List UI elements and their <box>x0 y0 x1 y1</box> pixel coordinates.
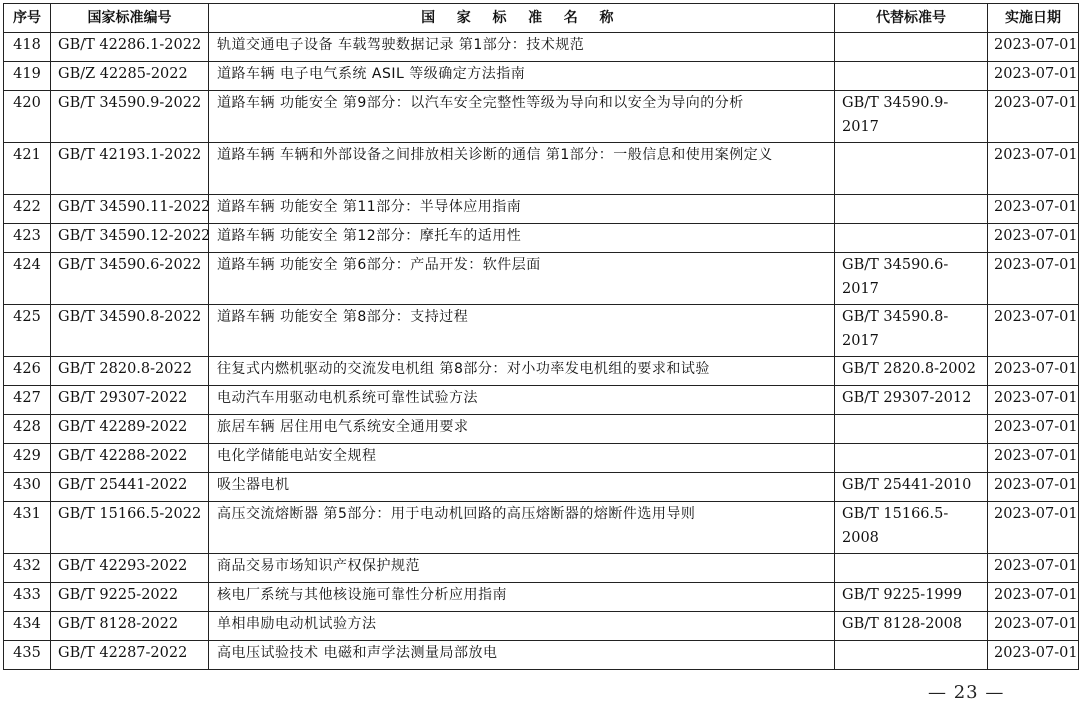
table-header <box>4 4 1079 33</box>
cell-date: 2023-07-01 <box>988 305 1079 357</box>
cell-replaced: GB/T 8128-2008 <box>835 612 988 641</box>
cell-seq: 427 <box>4 386 51 415</box>
cell-date: 2023-07-01 <box>988 386 1079 415</box>
cell-replaced: GB/T 34590.9-2017 <box>835 91 988 143</box>
cell-date: 2023-07-01 <box>988 62 1079 91</box>
cell-replaced: GB/T 29307-2012 <box>835 386 988 415</box>
cell-name: 核电厂系统与其他核设施可靠性分析应用指南 <box>209 583 835 612</box>
cell-code: GB/T 42193.1-2022 <box>51 143 209 195</box>
cell-seq: 428 <box>4 415 51 444</box>
table-row <box>4 224 1079 253</box>
table-row <box>4 444 1079 473</box>
cell-date: 2023-07-01 <box>988 224 1079 253</box>
cell-seq: 432 <box>4 554 51 583</box>
page-number: — 23 — <box>928 682 1005 703</box>
cell-code: GB/T 29307-2022 <box>51 386 209 415</box>
cell-date: 2023-07-01 <box>988 583 1079 612</box>
cell-name: 商品交易市场知识产权保护规范 <box>209 554 835 583</box>
table-row <box>4 305 1079 357</box>
cell-date: 2023-07-01 <box>988 612 1079 641</box>
cell-name: 道路车辆 功能安全 第9部分：以汽车安全完整性等级为导向和以安全为导向的分析 <box>209 91 835 143</box>
cell-code: GB/T 34590.6-2022 <box>51 253 209 305</box>
cell-seq: 434 <box>4 612 51 641</box>
cell-seq: 421 <box>4 143 51 195</box>
cell-date: 2023-07-01 <box>988 33 1079 62</box>
cell-name: 电动汽车用驱动电机系统可靠性试验方法 <box>209 386 835 415</box>
cell-replaced <box>835 554 988 583</box>
cell-date: 2023-07-01 <box>988 357 1079 386</box>
cell-code: GB/T 2820.8-2022 <box>51 357 209 386</box>
cell-seq: 431 <box>4 502 51 554</box>
cell-name: 单相串励电动机试验方法 <box>209 612 835 641</box>
cell-replaced <box>835 415 988 444</box>
table-row <box>4 62 1079 91</box>
table-row <box>4 91 1079 143</box>
cell-replaced: GB/T 15166.5-2008 <box>835 502 988 554</box>
cell-code: GB/T 42288-2022 <box>51 444 209 473</box>
cell-replaced <box>835 224 988 253</box>
cell-code: GB/T 34590.12-2022 <box>51 224 209 253</box>
cell-code: GB/T 9225-2022 <box>51 583 209 612</box>
cell-replaced <box>835 143 988 195</box>
cell-name: 道路车辆 功能安全 第6部分：产品开发：软件层面 <box>209 253 835 305</box>
cell-code: GB/T 42286.1-2022 <box>51 33 209 62</box>
cell-seq: 425 <box>4 305 51 357</box>
cell-date: 2023-07-01 <box>988 502 1079 554</box>
cell-seq: 435 <box>4 641 51 670</box>
cell-replaced: GB/T 2820.8-2002 <box>835 357 988 386</box>
cell-replaced <box>835 33 988 62</box>
table-row <box>4 502 1079 554</box>
cell-code: GB/T 25441-2022 <box>51 473 209 502</box>
cell-replaced: GB/T 25441-2010 <box>835 473 988 502</box>
cell-seq: 430 <box>4 473 51 502</box>
cell-date: 2023-07-01 <box>988 143 1079 195</box>
cell-name: 往复式内燃机驱动的交流发电机组 第8部分：对小功率发电机组的要求和试验 <box>209 357 835 386</box>
cell-date: 2023-07-01 <box>988 91 1079 143</box>
cell-seq: 426 <box>4 357 51 386</box>
cell-code: GB/T 8128-2022 <box>51 612 209 641</box>
cell-date: 2023-07-01 <box>988 444 1079 473</box>
cell-date: 2023-07-01 <box>988 554 1079 583</box>
cell-code: GB/T 34590.11-2022 <box>51 195 209 224</box>
header-row <box>4 4 1079 33</box>
cell-code: GB/T 42287-2022 <box>51 641 209 670</box>
cell-replaced <box>835 641 988 670</box>
cell-name: 旅居车辆 居住用电气系统安全通用要求 <box>209 415 835 444</box>
table-row <box>4 612 1079 641</box>
cell-replaced <box>835 444 988 473</box>
table-row <box>4 641 1079 670</box>
cell-name: 吸尘器电机 <box>209 473 835 502</box>
table-row <box>4 583 1079 612</box>
cell-seq: 424 <box>4 253 51 305</box>
header-name: 国 家 标 准 名 称 <box>209 4 835 33</box>
cell-code: GB/Z 42285-2022 <box>51 62 209 91</box>
table-body <box>4 33 1079 670</box>
cell-seq: 423 <box>4 224 51 253</box>
table-row <box>4 386 1079 415</box>
standards-table <box>3 3 1079 670</box>
cell-name: 道路车辆 功能安全 第12部分：摩托车的适用性 <box>209 224 835 253</box>
cell-seq: 419 <box>4 62 51 91</box>
cell-replaced <box>835 62 988 91</box>
cell-code: GB/T 15166.5-2022 <box>51 502 209 554</box>
cell-name: 轨道交通电子设备 车载驾驶数据记录 第1部分：技术规范 <box>209 33 835 62</box>
cell-date: 2023-07-01 <box>988 253 1079 305</box>
cell-date: 2023-07-01 <box>988 641 1079 670</box>
header-code: 国家标准编号 <box>51 4 209 33</box>
cell-code: GB/T 34590.8-2022 <box>51 305 209 357</box>
cell-seq: 429 <box>4 444 51 473</box>
cell-replaced <box>835 195 988 224</box>
cell-replaced: GB/T 9225-1999 <box>835 583 988 612</box>
cell-seq: 433 <box>4 583 51 612</box>
table-row <box>4 554 1079 583</box>
cell-name: 电化学储能电站安全规程 <box>209 444 835 473</box>
cell-replaced: GB/T 34590.6-2017 <box>835 253 988 305</box>
table-row <box>4 253 1079 305</box>
cell-name: 道路车辆 功能安全 第11部分：半导体应用指南 <box>209 195 835 224</box>
cell-name: 道路车辆 电子电气系统 ASIL 等级确定方法指南 <box>209 62 835 91</box>
cell-code: GB/T 34590.9-2022 <box>51 91 209 143</box>
table-row <box>4 195 1079 224</box>
cell-name: 高压交流熔断器 第5部分：用于电动机回路的高压熔断器的熔断件选用导则 <box>209 502 835 554</box>
header-replaced: 代替标准号 <box>835 4 988 33</box>
cell-name: 道路车辆 功能安全 第8部分：支持过程 <box>209 305 835 357</box>
cell-code: GB/T 42289-2022 <box>51 415 209 444</box>
cell-replaced: GB/T 34590.8-2017 <box>835 305 988 357</box>
cell-seq: 422 <box>4 195 51 224</box>
table-row <box>4 415 1079 444</box>
header-date: 实施日期 <box>988 4 1079 33</box>
cell-seq: 418 <box>4 33 51 62</box>
cell-code: GB/T 42293-2022 <box>51 554 209 583</box>
cell-name: 道路车辆 车辆和外部设备之间排放相关诊断的通信 第1部分：一般信息和使用案例定义 <box>209 143 835 195</box>
table-row <box>4 143 1079 195</box>
cell-seq: 420 <box>4 91 51 143</box>
table-row <box>4 357 1079 386</box>
cell-date: 2023-07-01 <box>988 415 1079 444</box>
header-seq: 序号 <box>4 4 51 33</box>
cell-date: 2023-07-01 <box>988 195 1079 224</box>
table-row <box>4 33 1079 62</box>
cell-date: 2023-07-01 <box>988 473 1079 502</box>
table-row <box>4 473 1079 502</box>
cell-name: 高电压试验技术 电磁和声学法测量局部放电 <box>209 641 835 670</box>
